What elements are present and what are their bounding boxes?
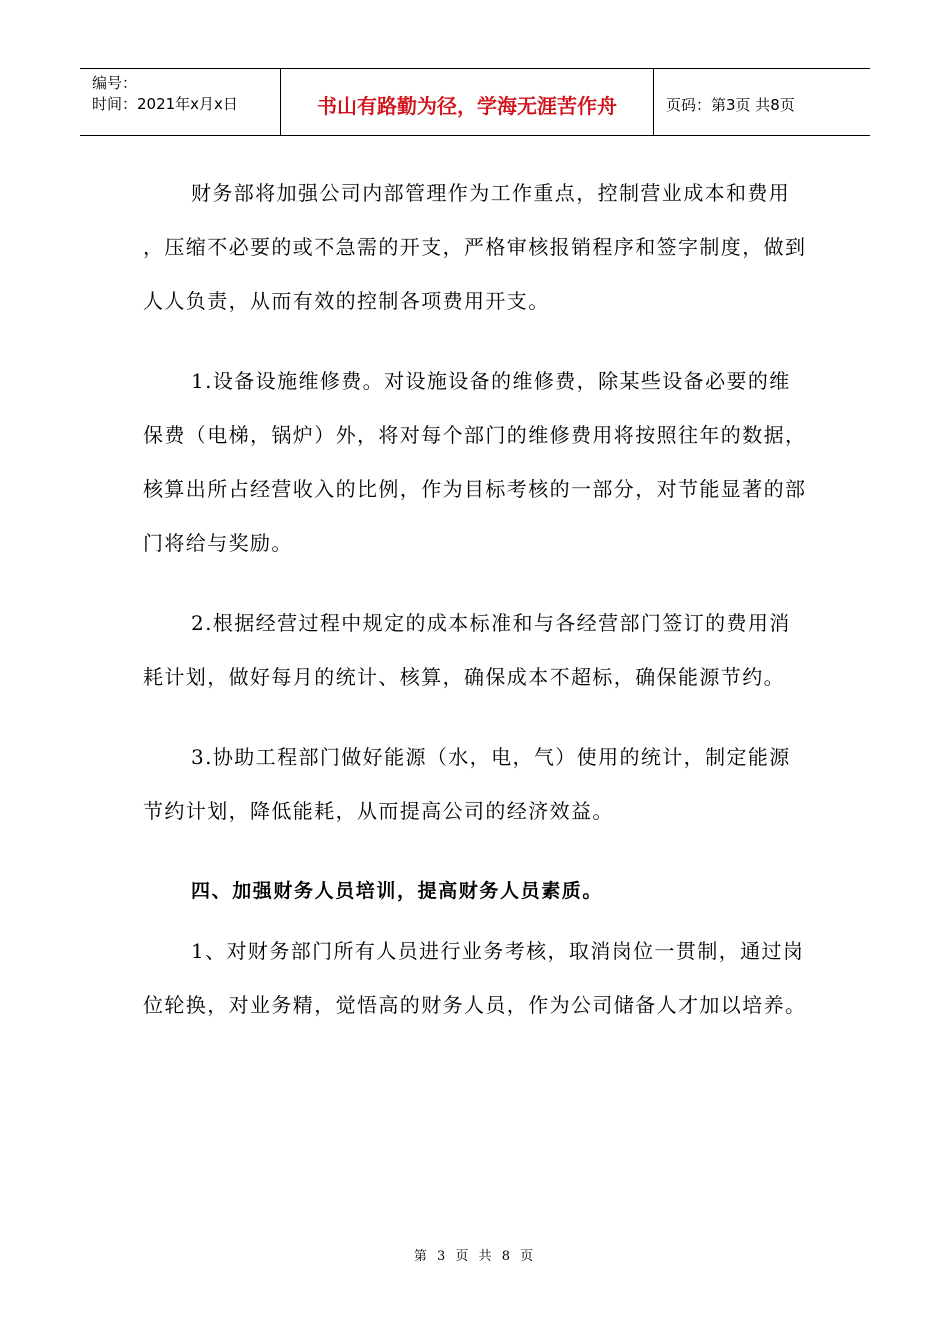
page-header <box>80 68 870 136</box>
serial-number-label: 编号： <box>92 74 138 92</box>
paragraph-staff-assessment: 1、对财务部门所有人员进行业务考核，取消岗位一贯制，通过岗位轮换，对业务精，觉悟高的财务人员，作为公司储备人才加以培养。 <box>143 939 807 1017</box>
paragraph-cost-control: 财务部将加强公司内部管理作为工作重点，控制营业成本和费用 ，压缩不必要的或不急需的开支，严格审核报销程序和签字制度，做到人人负责，从而有效的控制各项费用开支。 <box>143 181 807 313</box>
header-motto: 书山有路勤为径，学海无涯苦作舟 <box>281 69 654 135</box>
paragraph-maintenance-fee: 1.设备设施维修费。对设施设备的维修费，除某些设备必要的维保费（电梯，锅炉）外，将对每个部门的维修费用将按照往年的数据，核算出所占经营收入的比例，作为目标考核的一部分，对节能显著的部门将给与奖励。 <box>143 369 807 555</box>
header-page-info: 页码：第3页 共8页 <box>666 95 795 114</box>
date-label: 时间：2021年x月x日 <box>92 95 238 113</box>
section-heading-training: 四、加强财务人员培训，提高财务人员素质。 <box>191 880 604 902</box>
paragraph-energy-saving: 3.协助工程部门做好能源（水，电，气）使用的统计，制定能源节约计划，降低能耗，从而提高公司的经济效益。 <box>143 745 791 823</box>
page-footer: 第 3 页 共 8 页 <box>413 1249 537 1264</box>
paragraph-cost-standards: 2.根据经营过程中规定的成本标准和与各经营部门签订的费用消耗计划，做好每月的统计、核算，确保成本不超标，确保能源节约。 <box>143 611 791 689</box>
header-meta <box>80 69 281 135</box>
document-body <box>143 166 808 1032</box>
